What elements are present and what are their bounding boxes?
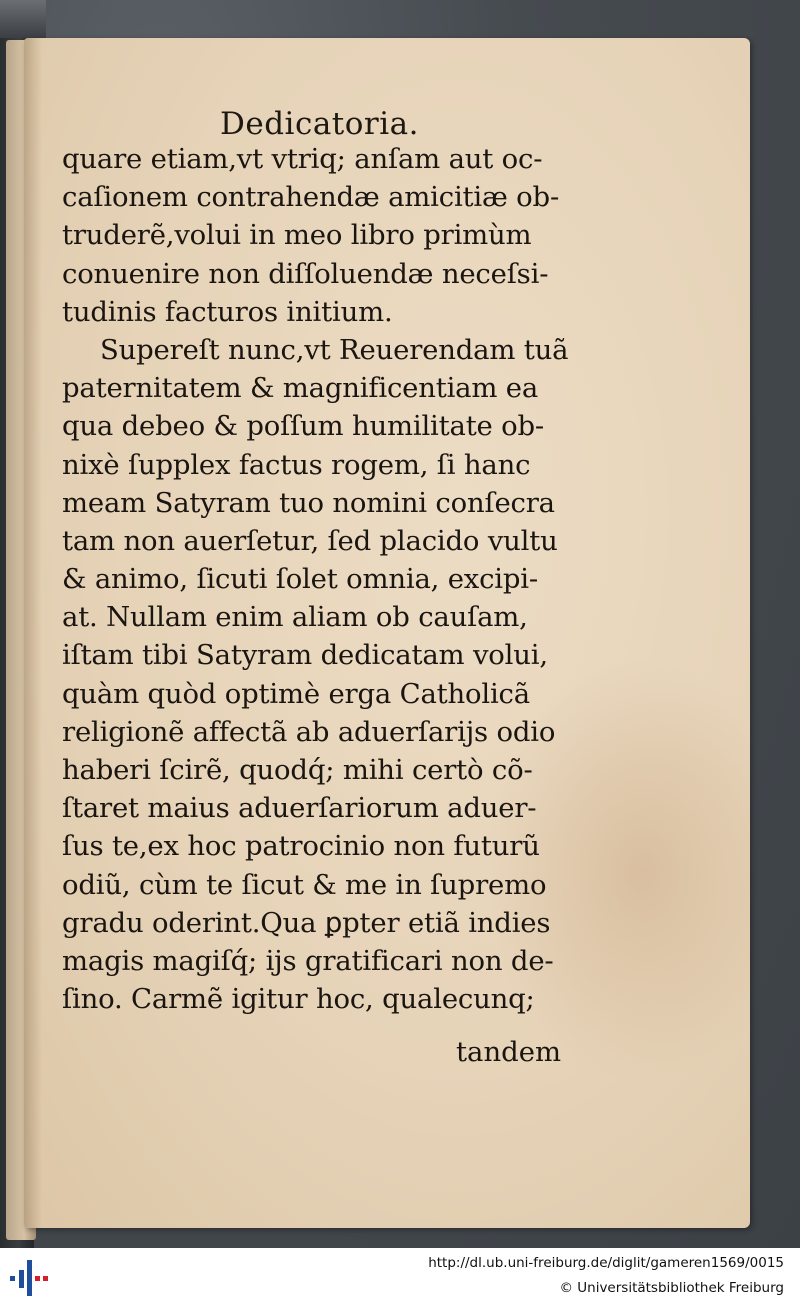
logo-bar-left — [10, 1276, 15, 1281]
text-line: gradu oderint.Qua ꝑpter etiã indies — [62, 906, 551, 939]
running-head: Dedicatoria. — [220, 106, 419, 142]
library-footer — [0, 1248, 800, 1305]
logo-bar-far-right — [43, 1276, 48, 1281]
permalink-url[interactable]: http://dl.ub.uni-freiburg.de/diglit/gameren1569/0015 — [428, 1255, 784, 1271]
logo-bar-mid — [19, 1270, 24, 1288]
book-clip — [0, 0, 46, 38]
text-line: & animo, ſicuti ſolet omnia, excipi- — [62, 563, 538, 596]
text-block — [62, 140, 569, 1018]
text-line: paternitatem & magnificentiam ea — [62, 372, 539, 405]
book-page — [24, 38, 750, 1228]
text-line: iſtam tibi Satyram dedicatam volui, — [62, 639, 548, 672]
text-line: ſus te,ex hoc patrocinio non futurũ — [62, 830, 540, 863]
text-line: qua debeo & poſſum humilitate ob- — [62, 410, 545, 443]
logo-bar-right — [35, 1276, 40, 1281]
text-line: tam non auerſetur, ſed placido vultu — [62, 524, 558, 557]
text-line: quàm quòd optimè erga Catholicã — [62, 677, 530, 710]
copyright-notice: © Universitätsbibliothek Freiburg — [559, 1280, 784, 1296]
text-line: ſtaret maius aduerſariorum aduer- — [62, 792, 537, 825]
text-line: haberi ſcirẽ, quodq́; mihi certò cõ- — [62, 754, 533, 786]
text-line: meam Satyram tuo nomini conſecra — [62, 486, 555, 519]
text-line: caſionem contrahendæ amicitiæ ob- — [62, 181, 560, 214]
ub-freiburg-logo-icon — [8, 1256, 52, 1298]
page-gutter-shadow — [24, 38, 42, 1228]
text-line: magis magiſq́; ijs gratificari non de- — [62, 944, 554, 977]
text-line: ſino. Carmẽ igitur hoc, qualecunq; — [62, 983, 535, 1016]
text-line: odiũ, cùm te ſicut & me in ſupremo — [62, 868, 547, 901]
text-line: religionẽ affectã ab aduerſarijs odio — [62, 715, 556, 748]
text-line: at. Nullam enim aliam ob cauſam, — [62, 601, 528, 634]
text-line: conuenire non diſſoluendæ neceſsi- — [62, 257, 549, 290]
text-line: quare etiam,vt vtriq; anſam aut oc- — [62, 143, 543, 175]
catchword: tandem — [456, 1036, 562, 1068]
text-line: truderẽ,volui in meo libro primùm — [62, 219, 532, 252]
text-line: Supereſt nunc,vt Reuerendam tuã — [100, 333, 569, 366]
text-line: tudinis facturos initium. — [62, 295, 393, 328]
text-line: nixè ſupplex factus rogem, ſi hanc — [62, 448, 531, 481]
logo-bar-center — [27, 1260, 32, 1296]
